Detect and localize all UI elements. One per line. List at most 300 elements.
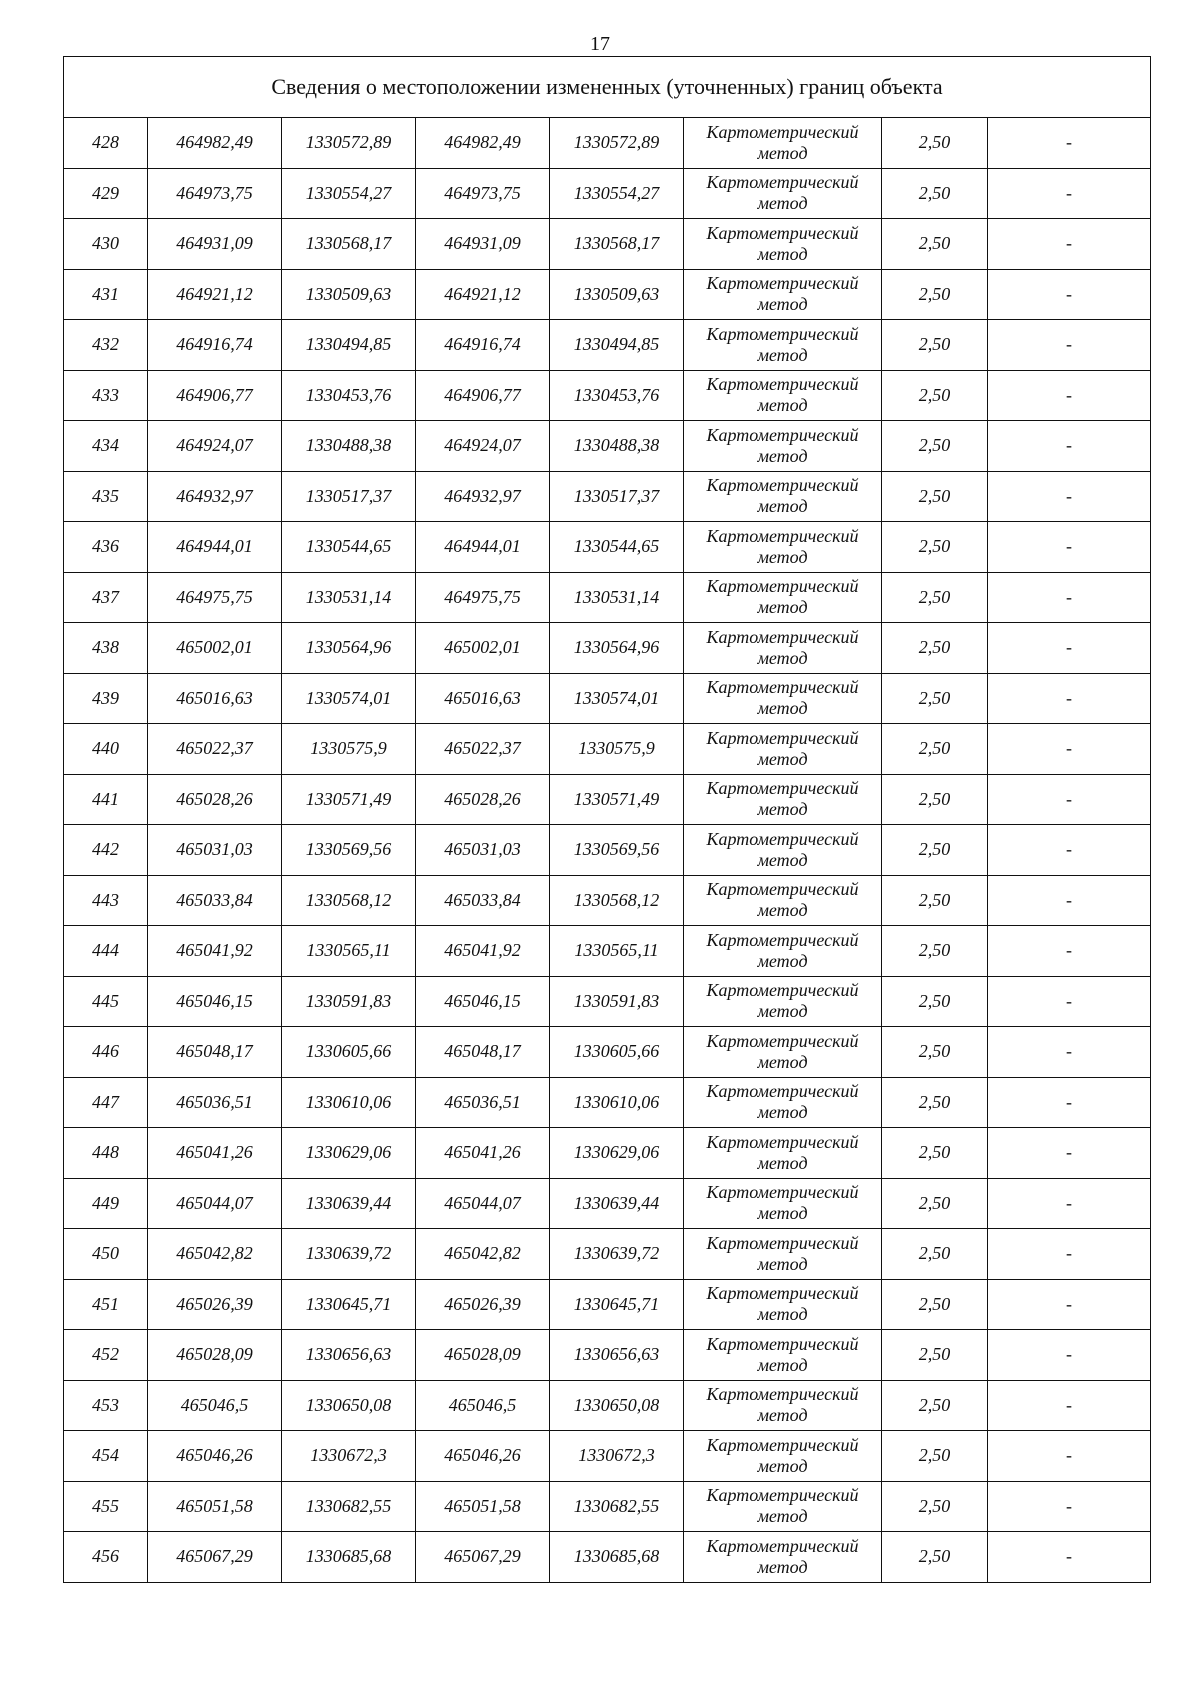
method-cell [684, 774, 882, 825]
x-existing-cell: 464931,09 [148, 219, 282, 270]
x-new-cell: 464975,75 [416, 572, 550, 623]
method-cell [684, 1279, 882, 1330]
description-cell: - [988, 875, 1151, 926]
y-existing-cell: 1330568,17 [282, 219, 416, 270]
y-existing-cell: 1330656,63 [282, 1330, 416, 1381]
table-row [64, 1330, 1151, 1381]
y-existing-cell: 1330650,08 [282, 1380, 416, 1431]
method-cell [684, 1330, 882, 1381]
description-cell: - [988, 1229, 1151, 1280]
table-title: Сведения о местоположении измененных (уточненных) границ объекта [64, 57, 1151, 118]
x-existing-cell: 465051,58 [148, 1481, 282, 1532]
y-new-cell: 1330568,17 [550, 219, 684, 270]
table-row [64, 1077, 1151, 1128]
method-cell [684, 370, 882, 421]
method-line-2: метод [757, 243, 808, 264]
point-number-cell: 442 [64, 825, 148, 876]
point-number-cell: 440 [64, 724, 148, 775]
method-cell [684, 1077, 882, 1128]
y-existing-cell: 1330488,38 [282, 421, 416, 472]
x-existing-cell: 465028,26 [148, 774, 282, 825]
y-new-cell: 1330639,44 [550, 1178, 684, 1229]
description-cell: - [988, 168, 1151, 219]
method-cell [684, 471, 882, 522]
point-number-cell: 453 [64, 1380, 148, 1431]
method-line-1: Картометрический [706, 778, 859, 799]
point-number-cell: 445 [64, 976, 148, 1027]
method-line-2: метод [757, 1203, 808, 1224]
method-line-2: метод [757, 950, 808, 971]
method-line-2: метод [757, 1506, 808, 1527]
accuracy-cell: 2,50 [882, 1178, 988, 1229]
accuracy-cell: 2,50 [882, 118, 988, 169]
x-existing-cell: 465048,17 [148, 1027, 282, 1078]
method-line-1: Картометрический [706, 1131, 859, 1152]
y-new-cell: 1330572,89 [550, 118, 684, 169]
table-row [64, 1279, 1151, 1330]
y-existing-cell: 1330639,44 [282, 1178, 416, 1229]
accuracy-cell: 2,50 [882, 1279, 988, 1330]
point-number-cell: 444 [64, 926, 148, 977]
x-new-cell: 465041,26 [416, 1128, 550, 1179]
x-new-cell: 465041,92 [416, 926, 550, 977]
point-number-cell: 443 [64, 875, 148, 926]
method-line-1: Картометрический [706, 1384, 859, 1405]
x-new-cell: 464916,74 [416, 320, 550, 371]
table-row [64, 269, 1151, 320]
coordinates-table [63, 56, 1151, 1583]
x-existing-cell: 465028,09 [148, 1330, 282, 1381]
x-new-cell: 464906,77 [416, 370, 550, 421]
x-new-cell: 465046,26 [416, 1431, 550, 1482]
x-new-cell: 464921,12 [416, 269, 550, 320]
x-existing-cell: 465041,26 [148, 1128, 282, 1179]
table-row [64, 1027, 1151, 1078]
description-cell: - [988, 1128, 1151, 1179]
description-cell: - [988, 572, 1151, 623]
table-row [64, 825, 1151, 876]
description-cell: - [988, 421, 1151, 472]
y-new-cell: 1330682,55 [550, 1481, 684, 1532]
y-existing-cell: 1330509,63 [282, 269, 416, 320]
x-existing-cell: 464982,49 [148, 118, 282, 169]
method-line-2: метод [757, 344, 808, 365]
x-new-cell: 464932,97 [416, 471, 550, 522]
y-existing-cell: 1330682,55 [282, 1481, 416, 1532]
method-cell [684, 1481, 882, 1532]
point-number-cell: 441 [64, 774, 148, 825]
accuracy-cell: 2,50 [882, 269, 988, 320]
method-line-2: метод [757, 1051, 808, 1072]
y-new-cell: 1330453,76 [550, 370, 684, 421]
method-line-2: метод [757, 597, 808, 618]
table-row [64, 370, 1151, 421]
method-cell [684, 875, 882, 926]
accuracy-cell: 2,50 [882, 522, 988, 573]
y-new-cell: 1330591,83 [550, 976, 684, 1027]
method-line-2: метод [757, 193, 808, 214]
y-existing-cell: 1330629,06 [282, 1128, 416, 1179]
table-row [64, 1431, 1151, 1482]
x-new-cell: 464944,01 [416, 522, 550, 573]
method-line-1: Картометрический [706, 222, 859, 243]
x-existing-cell: 465002,01 [148, 623, 282, 674]
x-existing-cell: 464944,01 [148, 522, 282, 573]
method-line-2: метод [757, 1304, 808, 1325]
x-existing-cell: 465016,63 [148, 673, 282, 724]
x-existing-cell: 464932,97 [148, 471, 282, 522]
accuracy-cell: 2,50 [882, 1380, 988, 1431]
y-existing-cell: 1330672,3 [282, 1431, 416, 1482]
method-line-1: Картометрический [706, 1182, 859, 1203]
y-new-cell: 1330509,63 [550, 269, 684, 320]
accuracy-cell: 2,50 [882, 572, 988, 623]
method-cell [684, 219, 882, 270]
x-new-cell: 465033,84 [416, 875, 550, 926]
accuracy-cell: 2,50 [882, 370, 988, 421]
table-row [64, 168, 1151, 219]
point-number-cell: 451 [64, 1279, 148, 1330]
point-number-cell: 429 [64, 168, 148, 219]
method-line-2: метод [757, 900, 808, 921]
point-number-cell: 452 [64, 1330, 148, 1381]
accuracy-cell: 2,50 [882, 1431, 988, 1482]
point-number-cell: 432 [64, 320, 148, 371]
accuracy-cell: 2,50 [882, 471, 988, 522]
x-new-cell: 465042,82 [416, 1229, 550, 1280]
x-existing-cell: 465041,92 [148, 926, 282, 977]
description-cell: - [988, 118, 1151, 169]
y-new-cell: 1330565,11 [550, 926, 684, 977]
table-row [64, 522, 1151, 573]
y-existing-cell: 1330569,56 [282, 825, 416, 876]
method-cell [684, 421, 882, 472]
table-row [64, 1380, 1151, 1431]
method-line-2: метод [757, 142, 808, 163]
y-existing-cell: 1330610,06 [282, 1077, 416, 1128]
method-line-1: Картометрический [706, 172, 859, 193]
point-number-cell: 448 [64, 1128, 148, 1179]
method-line-1: Картометрический [706, 1535, 859, 1556]
method-line-1: Картометрический [706, 828, 859, 849]
method-line-2: метод [757, 445, 808, 466]
x-existing-cell: 464973,75 [148, 168, 282, 219]
x-new-cell: 465028,09 [416, 1330, 550, 1381]
table-row [64, 320, 1151, 371]
method-line-1: Картометрический [706, 576, 859, 597]
point-number-cell: 454 [64, 1431, 148, 1482]
x-new-cell: 465046,15 [416, 976, 550, 1027]
x-new-cell: 464982,49 [416, 118, 550, 169]
description-cell: - [988, 774, 1151, 825]
method-cell [684, 673, 882, 724]
table-row [64, 118, 1151, 169]
description-cell: - [988, 1532, 1151, 1583]
description-cell: - [988, 1178, 1151, 1229]
description-cell: - [988, 825, 1151, 876]
table-row [64, 623, 1151, 674]
point-number-cell: 438 [64, 623, 148, 674]
x-existing-cell: 465042,82 [148, 1229, 282, 1280]
y-new-cell: 1330517,37 [550, 471, 684, 522]
x-existing-cell: 465044,07 [148, 1178, 282, 1229]
y-new-cell: 1330685,68 [550, 1532, 684, 1583]
method-line-1: Картометрический [706, 1283, 859, 1304]
x-new-cell: 465026,39 [416, 1279, 550, 1330]
description-cell: - [988, 522, 1151, 573]
method-line-2: метод [757, 1102, 808, 1123]
method-cell [684, 118, 882, 169]
description-cell: - [988, 724, 1151, 775]
y-existing-cell: 1330571,49 [282, 774, 416, 825]
accuracy-cell: 2,50 [882, 320, 988, 371]
point-number-cell: 456 [64, 1532, 148, 1583]
description-cell: - [988, 1027, 1151, 1078]
method-line-2: метод [757, 1001, 808, 1022]
accuracy-cell: 2,50 [882, 623, 988, 674]
table-row [64, 673, 1151, 724]
y-new-cell: 1330650,08 [550, 1380, 684, 1431]
y-new-cell: 1330656,63 [550, 1330, 684, 1381]
x-new-cell: 465051,58 [416, 1481, 550, 1532]
description-cell: - [988, 1481, 1151, 1532]
x-existing-cell: 465036,51 [148, 1077, 282, 1128]
accuracy-cell: 2,50 [882, 1481, 988, 1532]
method-line-1: Картометрический [706, 121, 859, 142]
accuracy-cell: 2,50 [882, 724, 988, 775]
x-new-cell: 464931,09 [416, 219, 550, 270]
method-cell [684, 1532, 882, 1583]
y-new-cell: 1330672,3 [550, 1431, 684, 1482]
method-line-1: Картометрический [706, 1434, 859, 1455]
table-row [64, 926, 1151, 977]
method-line-1: Картометрический [706, 273, 859, 294]
method-line-2: метод [757, 1354, 808, 1375]
table-row [64, 774, 1151, 825]
x-new-cell: 465036,51 [416, 1077, 550, 1128]
x-new-cell: 464924,07 [416, 421, 550, 472]
method-line-2: метод [757, 395, 808, 416]
description-cell: - [988, 269, 1151, 320]
y-existing-cell: 1330565,11 [282, 926, 416, 977]
table-row [64, 724, 1151, 775]
description-cell: - [988, 1330, 1151, 1381]
y-new-cell: 1330571,49 [550, 774, 684, 825]
method-line-2: метод [757, 748, 808, 769]
y-existing-cell: 1330554,27 [282, 168, 416, 219]
x-existing-cell: 465067,29 [148, 1532, 282, 1583]
accuracy-cell: 2,50 [882, 1027, 988, 1078]
accuracy-cell: 2,50 [882, 875, 988, 926]
x-existing-cell: 464975,75 [148, 572, 282, 623]
x-existing-cell: 465031,03 [148, 825, 282, 876]
x-new-cell: 465048,17 [416, 1027, 550, 1078]
table-row [64, 1229, 1151, 1280]
y-existing-cell: 1330685,68 [282, 1532, 416, 1583]
method-line-1: Картометрический [706, 879, 859, 900]
method-line-2: метод [757, 647, 808, 668]
table-row [64, 471, 1151, 522]
point-number-cell: 435 [64, 471, 148, 522]
x-new-cell: 465022,37 [416, 724, 550, 775]
y-new-cell: 1330554,27 [550, 168, 684, 219]
accuracy-cell: 2,50 [882, 926, 988, 977]
method-cell [684, 1380, 882, 1431]
description-cell: - [988, 926, 1151, 977]
point-number-cell: 428 [64, 118, 148, 169]
page-number: 17 [590, 33, 610, 55]
description-cell: - [988, 219, 1151, 270]
x-existing-cell: 465022,37 [148, 724, 282, 775]
description-cell: - [988, 673, 1151, 724]
accuracy-cell: 2,50 [882, 219, 988, 270]
x-new-cell: 465046,5 [416, 1380, 550, 1431]
method-line-2: метод [757, 849, 808, 870]
description-cell: - [988, 623, 1151, 674]
method-line-1: Картометрический [706, 980, 859, 1001]
x-new-cell: 465031,03 [416, 825, 550, 876]
y-new-cell: 1330531,14 [550, 572, 684, 623]
x-new-cell: 465028,26 [416, 774, 550, 825]
method-cell [684, 926, 882, 977]
point-number-cell: 455 [64, 1481, 148, 1532]
table-row [64, 976, 1151, 1027]
x-new-cell: 465016,63 [416, 673, 550, 724]
x-existing-cell: 465026,39 [148, 1279, 282, 1330]
point-number-cell: 439 [64, 673, 148, 724]
method-line-2: метод [757, 799, 808, 820]
method-cell [684, 1431, 882, 1482]
description-cell: - [988, 1077, 1151, 1128]
point-number-cell: 450 [64, 1229, 148, 1280]
point-number-cell: 430 [64, 219, 148, 270]
y-existing-cell: 1330544,65 [282, 522, 416, 573]
x-existing-cell: 465033,84 [148, 875, 282, 926]
description-cell: - [988, 320, 1151, 371]
method-line-2: метод [757, 546, 808, 567]
x-existing-cell: 465046,5 [148, 1380, 282, 1431]
method-line-1: Картометрический [706, 525, 859, 546]
accuracy-cell: 2,50 [882, 1229, 988, 1280]
x-existing-cell: 464924,07 [148, 421, 282, 472]
y-existing-cell: 1330574,01 [282, 673, 416, 724]
x-existing-cell: 464921,12 [148, 269, 282, 320]
method-cell [684, 269, 882, 320]
method-cell [684, 168, 882, 219]
y-new-cell: 1330488,38 [550, 421, 684, 472]
table-row [64, 1532, 1151, 1583]
accuracy-cell: 2,50 [882, 774, 988, 825]
method-line-1: Картометрический [706, 1485, 859, 1506]
method-cell [684, 623, 882, 674]
method-cell [684, 976, 882, 1027]
method-line-2: метод [757, 1455, 808, 1476]
method-line-2: метод [757, 1152, 808, 1173]
description-cell: - [988, 1431, 1151, 1482]
x-existing-cell: 464906,77 [148, 370, 282, 421]
y-new-cell: 1330575,9 [550, 724, 684, 775]
accuracy-cell: 2,50 [882, 1128, 988, 1179]
y-existing-cell: 1330517,37 [282, 471, 416, 522]
method-line-1: Картометрический [706, 424, 859, 445]
y-new-cell: 1330639,72 [550, 1229, 684, 1280]
x-existing-cell: 464916,74 [148, 320, 282, 371]
method-line-1: Картометрический [706, 727, 859, 748]
table-row [64, 1178, 1151, 1229]
description-cell: - [988, 471, 1151, 522]
table-row [64, 572, 1151, 623]
table-row [64, 875, 1151, 926]
y-new-cell: 1330645,71 [550, 1279, 684, 1330]
table-body [64, 57, 1151, 1583]
description-cell: - [988, 370, 1151, 421]
y-new-cell: 1330605,66 [550, 1027, 684, 1078]
method-line-1: Картометрический [706, 1333, 859, 1354]
accuracy-cell: 2,50 [882, 673, 988, 724]
y-existing-cell: 1330572,89 [282, 118, 416, 169]
accuracy-cell: 2,50 [882, 976, 988, 1027]
y-existing-cell: 1330639,72 [282, 1229, 416, 1280]
y-new-cell: 1330544,65 [550, 522, 684, 573]
y-new-cell: 1330569,56 [550, 825, 684, 876]
description-cell: - [988, 1279, 1151, 1330]
method-cell [684, 1128, 882, 1179]
point-number-cell: 447 [64, 1077, 148, 1128]
method-cell [684, 724, 882, 775]
y-new-cell: 1330610,06 [550, 1077, 684, 1128]
table-row [64, 219, 1151, 270]
y-new-cell: 1330494,85 [550, 320, 684, 371]
method-cell [684, 1229, 882, 1280]
method-line-2: метод [757, 698, 808, 719]
point-number-cell: 433 [64, 370, 148, 421]
accuracy-cell: 2,50 [882, 1532, 988, 1583]
x-new-cell: 465067,29 [416, 1532, 550, 1583]
method-line-2: метод [757, 1556, 808, 1577]
y-existing-cell: 1330494,85 [282, 320, 416, 371]
y-new-cell: 1330574,01 [550, 673, 684, 724]
y-new-cell: 1330568,12 [550, 875, 684, 926]
y-existing-cell: 1330568,12 [282, 875, 416, 926]
y-new-cell: 1330564,96 [550, 623, 684, 674]
point-number-cell: 449 [64, 1178, 148, 1229]
x-new-cell: 465044,07 [416, 1178, 550, 1229]
point-number-cell: 446 [64, 1027, 148, 1078]
method-cell [684, 522, 882, 573]
method-cell [684, 320, 882, 371]
x-existing-cell: 465046,15 [148, 976, 282, 1027]
method-line-1: Картометрический [706, 626, 859, 647]
method-line-1: Картометрический [706, 929, 859, 950]
method-line-2: метод [757, 1405, 808, 1426]
y-existing-cell: 1330645,71 [282, 1279, 416, 1330]
method-line-1: Картометрический [706, 677, 859, 698]
table-row [64, 1481, 1151, 1532]
method-line-1: Картометрический [706, 475, 859, 496]
point-number-cell: 437 [64, 572, 148, 623]
description-cell: - [988, 976, 1151, 1027]
method-line-1: Картометрический [706, 374, 859, 395]
method-cell [684, 1027, 882, 1078]
accuracy-cell: 2,50 [882, 421, 988, 472]
method-line-1: Картометрический [706, 1030, 859, 1051]
y-new-cell: 1330629,06 [550, 1128, 684, 1179]
y-existing-cell: 1330564,96 [282, 623, 416, 674]
table-title-row [64, 57, 1151, 118]
method-line-2: метод [757, 1253, 808, 1274]
method-cell [684, 572, 882, 623]
x-new-cell: 464973,75 [416, 168, 550, 219]
